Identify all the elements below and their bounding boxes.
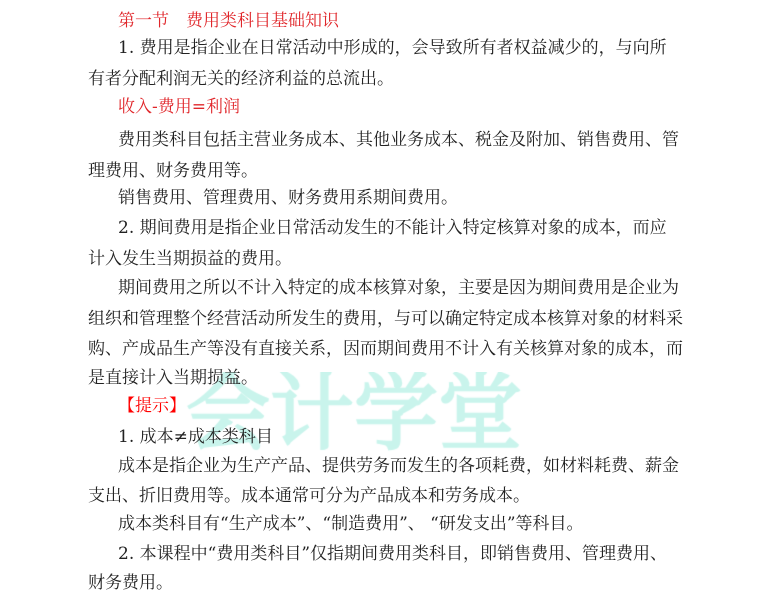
paragraph-line: 计入发生当期损益的费用。 [88,249,292,269]
paragraph-line: 成本是指企业为生产产品、提供劳务而发生的各项耗费，如材料耗费、薪金 [118,456,679,476]
paragraph-line: 费用类科目包括主营业务成本、其他业务成本、税金及附加、销售费用、管 [118,130,679,150]
section-heading: 第一节 费用类科目基础知识 [118,11,339,31]
paragraph-line: 2. 本课程中“费用类科目”仅指期间费用类科目，即销售费用、管理费用、 [118,544,668,564]
paragraph-line: 是直接计入当期损益。 [88,368,258,388]
section-heading: 收入-费用=利润 [118,97,240,117]
paragraph-line: 理费用、财务费用等。 [88,161,258,181]
paragraph-line: 组织和管理整个经营活动所发生的费用，与可以确定特定成本核算对象的材料采 [88,309,683,329]
section-heading: 【提示】 [118,396,186,416]
paragraph-line: 支出、折旧费用等。成本通常可分为产品成本和劳务成本。 [88,486,530,506]
paragraph-line: 购、产成品生产等没有直接关系，因而期间费用不计入有关核算对象的成本，而 [88,339,683,359]
paragraph-line: 有者分配利润无关的经济利益的总流出。 [88,69,394,89]
paragraph-line: 1. 费用是指企业在日常活动中形成的，会导致所有者权益减少的，与向所 [118,38,667,58]
paragraph-line: 期间费用之所以不计入特定的成本核算对象，主要是因为期间费用是企业为 [118,278,679,298]
paragraph-line: 成本类科目有“生产成本”、“制造费用”、 “研发支出”等科目。 [118,514,584,534]
paragraph-line: 销售费用、管理费用、财务费用系期间费用。 [118,188,458,208]
paragraph-line: 2. 期间费用是指企业日常活动发生的不能计入特定核算对象的成本，而应 [118,218,667,238]
paragraph-line: 1. 成本≠成本类科目 [118,427,273,447]
paragraph-line: 财务费用。 [88,573,173,593]
